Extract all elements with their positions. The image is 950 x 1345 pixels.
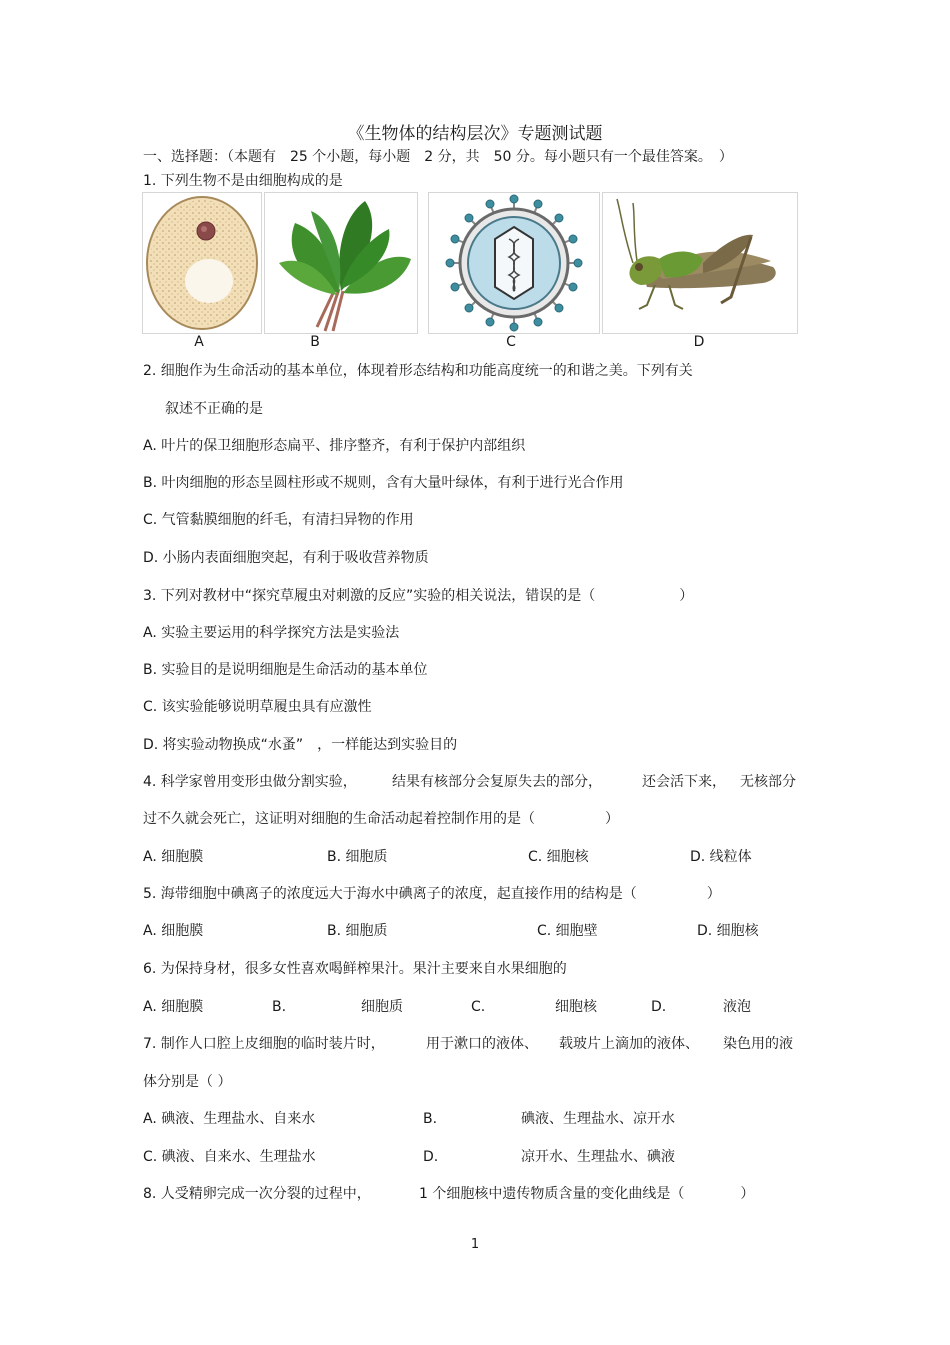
- q6-option-d-text: 液泡: [723, 999, 751, 1015]
- q6-option-b-text: 细胞质: [361, 999, 403, 1015]
- egg-cell-icon: [143, 193, 261, 333]
- q5-option-a: A. 细胞膜: [143, 923, 204, 939]
- q1-figure-row: [136, 192, 798, 354]
- q3-option-b: B. 实验目的是说明细胞是生命活动的基本单位: [143, 662, 428, 678]
- q4-stem-part2: 结果有核部分会复原失去的部分，: [392, 774, 602, 790]
- q4-option-d: D. 线粒体: [690, 849, 752, 865]
- q1-label-d: D: [693, 334, 705, 350]
- q7-stem-part1: 7. 制作人口腔上皮细胞的临时装片时，: [143, 1036, 385, 1052]
- q1-label-a: A: [194, 334, 204, 350]
- q4-option-c: C. 细胞核: [528, 849, 589, 865]
- q1-label-c: C: [506, 334, 516, 350]
- q7-option-d-text: 凉开水、生理盐水、碘液: [521, 1149, 675, 1165]
- q4-stem-part3: 还会活下来，: [642, 774, 726, 790]
- q4-stem-cont: 过不久就会死亡，这证明对细胞的生命活动起着控制作用的是（ ）: [143, 811, 619, 827]
- q7-option-c: C. 碘液、自来水、生理盐水: [143, 1149, 316, 1165]
- q2-stem: 2. 细胞作为生命活动的基本单位，体现着形态结构和功能高度统一的和谐之美。下列有关: [143, 363, 693, 379]
- section-heading: 一、选择题：（本题有 25 个小题，每小题 2 分，共 50 分。每小题只有一个最佳答案。 ）: [143, 149, 733, 165]
- q1-figure-d: [602, 192, 798, 334]
- q3-option-c: C. 该实验能够说明草履虫具有应激性: [143, 699, 372, 715]
- q6-option-b-letter: B.: [272, 999, 287, 1015]
- q1-stem: 1. 下列生物不是由细胞构成的是: [143, 173, 343, 189]
- q3-option-a: A. 实验主要运用的科学探究方法是实验法: [143, 625, 400, 641]
- q2-option-c: C. 气管黏膜细胞的纤毛，有清扫异物的作用: [143, 512, 414, 528]
- q5-option-b: B. 细胞质: [327, 923, 388, 939]
- q4-stem-part1: 4. 科学家曾用变形虫做分割实验，: [143, 774, 357, 790]
- q5-option-d: D. 细胞核: [697, 923, 759, 939]
- q4-option-b: B. 细胞质: [327, 849, 388, 865]
- q6-option-d-letter: D.: [651, 999, 667, 1015]
- q6-option-c-text: 细胞核: [555, 999, 597, 1015]
- q4-stem-part4: 无核部分: [740, 774, 796, 790]
- q7-stem-part2: 用于漱口的液体、: [426, 1036, 538, 1052]
- q7-stem-part4: 染色用的液: [723, 1036, 793, 1052]
- q3-option-d: D. 将实验动物换成“水蚤” ，一样能达到实验目的: [143, 737, 458, 753]
- q7-stem-cont: 体分别是（ ）: [143, 1074, 232, 1090]
- q2-stem-cont: 叙述不正确的是: [165, 401, 263, 417]
- q7-option-d-letter: D.: [423, 1149, 439, 1165]
- q7-option-b-text: 碘液、生理盐水、凉开水: [521, 1111, 675, 1127]
- q7-stem-part3: 载玻片上滴加的液体、: [559, 1036, 699, 1052]
- page-title: 《生物体的结构层次》专题测试题: [347, 124, 603, 144]
- virus-icon: [429, 193, 599, 333]
- q7-option-a: A. 碘液、生理盐水、自来水: [143, 1111, 316, 1127]
- q6-option-a: A. 细胞膜: [143, 999, 204, 1015]
- q8-stem-part1: 8. 人受精卵完成一次分裂的过程中，: [143, 1186, 371, 1202]
- q2-option-b: B. 叶肉细胞的形态呈圆柱形或不规则，含有大量叶绿体，有利于进行光合作用: [143, 475, 624, 491]
- q8-stem-part2: 1 个细胞核中遗传物质含量的变化曲线是（ ）: [419, 1186, 755, 1202]
- spinach-icon: [265, 193, 417, 333]
- q5-option-c: C. 细胞壁: [537, 923, 598, 939]
- q1-figure-c: [428, 192, 600, 334]
- q3-stem: 3. 下列对教材中“探究草履虫对刺激的反应”实验的相关说法，错误的是（ ）: [143, 588, 694, 604]
- q2-option-a: A. 叶片的保卫细胞形态扁平、排序整齐，有利于保护内部组织: [143, 438, 526, 454]
- grasshopper-icon: [603, 193, 797, 333]
- q4-option-a: A. 细胞膜: [143, 849, 204, 865]
- q6-stem: 6. 为保持身材，很多女性喜欢喝鲜榨果汁。果汁主要来自水果细胞的: [143, 961, 567, 977]
- q2-option-d: D. 小肠内表面细胞突起，有利于吸收营养物质: [143, 550, 429, 566]
- q1-label-b: B: [310, 334, 320, 350]
- page-number: 1: [470, 1237, 480, 1252]
- q6-option-c-letter: C.: [471, 999, 486, 1015]
- q1-figure-a: [142, 192, 262, 334]
- q5-stem: 5. 海带细胞中碘离子的浓度远大于海水中碘离子的浓度，起直接作用的结构是（ ）: [143, 886, 721, 902]
- q7-option-b-letter: B.: [423, 1111, 438, 1127]
- q1-figure-b: [264, 192, 418, 334]
